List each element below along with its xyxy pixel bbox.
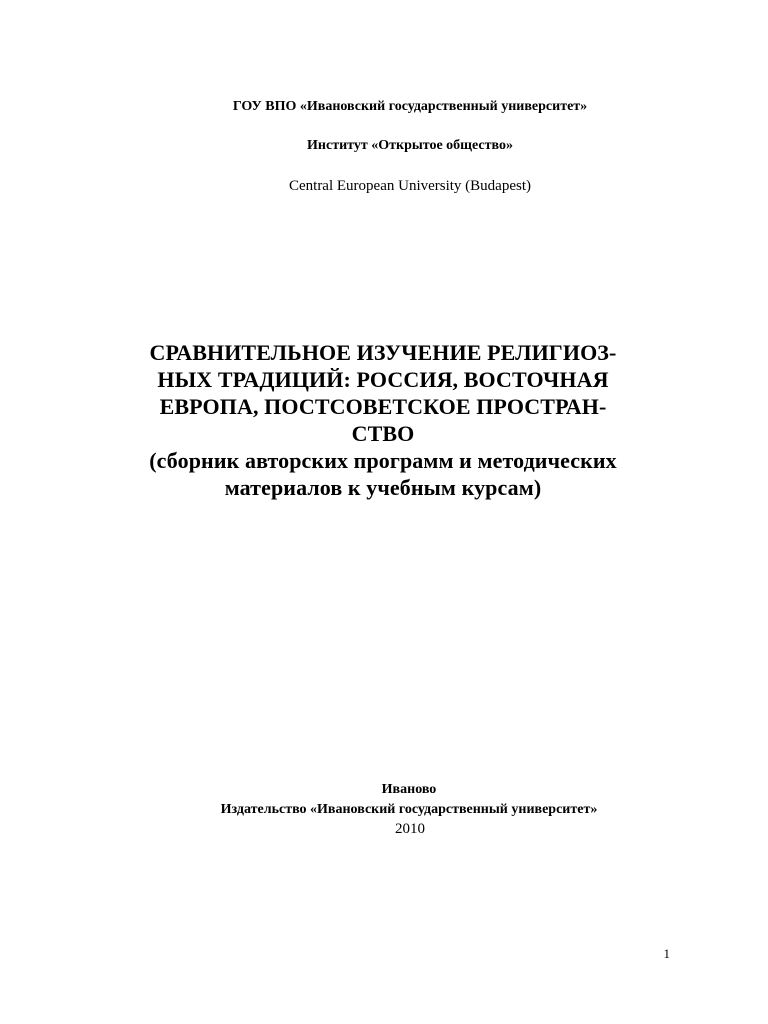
university-name: ГОУ ВПО «Ивановский государственный университет» bbox=[232, 99, 588, 114]
title-line: СРАВНИТЕЛЬНОЕ ИЗУЧЕНИЕ РЕЛИГИОЗ- bbox=[149, 340, 617, 365]
subtitle-line: (сборник авторских программ и методических bbox=[149, 448, 617, 473]
imprint-year: 2010 bbox=[395, 821, 425, 837]
page-number: 1 bbox=[663, 946, 670, 961]
imprint-city: Иваново bbox=[381, 782, 437, 797]
title-line: СТВО bbox=[351, 421, 415, 446]
institute-name: Институт «Открытое общество» bbox=[307, 138, 513, 153]
title-line: НЫХ ТРАДИЦИЙ: РОССИЯ, ВОСТОЧНАЯ bbox=[157, 367, 609, 392]
title-line: ЕВРОПА, ПОСТСОВЕТСКОЕ ПРОСТРАН- bbox=[159, 394, 607, 419]
ceu-name: Central European University (Budapest) bbox=[288, 178, 531, 194]
imprint-publisher: Издательство «Ивановский государственный университет» bbox=[220, 802, 598, 817]
subtitle-line: материалов к учебным курсам) bbox=[224, 475, 542, 500]
